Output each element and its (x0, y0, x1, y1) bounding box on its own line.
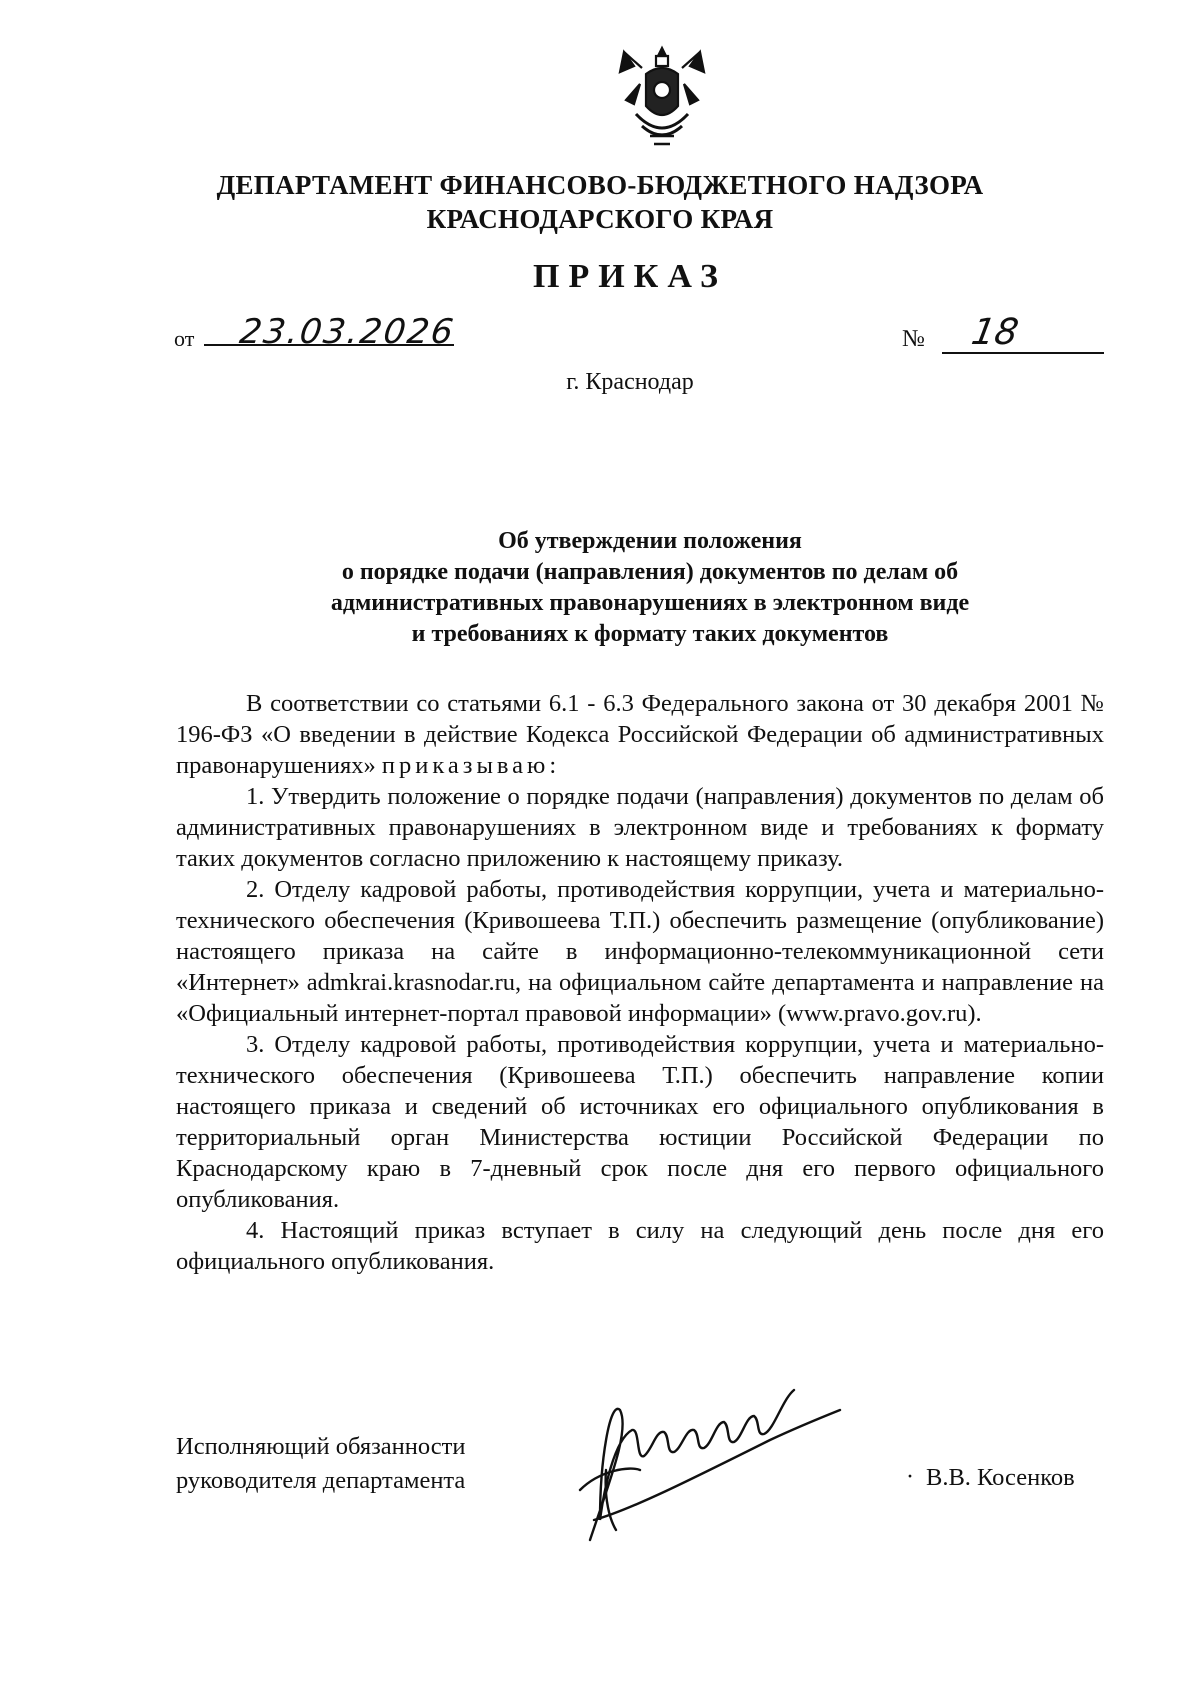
order-item-1: 1. Утвердить положение о порядке подачи (направления) документов по делам об административных правонарушениях в электронном виде и требованиях к формату таких документов согласно приложению к настоящему приказу. (176, 783, 1104, 872)
department-name (120, 168, 1080, 236)
order-number: 18 (968, 312, 1022, 353)
signer-position (176, 1430, 465, 1498)
coat-of-arms-icon (612, 44, 712, 154)
order-item-2: 2. Отделу кадровой работы, противодействия коррупции, учета и материально-технического обеспечения (Кривошеева Т.П.) обеспечить размещение (опубликование) настоящего приказа на сайте в информационно-телекоммуникационной сети «Интернет» admkrai.krasnodar.ru, на официальном сайте департамента и направление на «Официальный интернет-портал правовой информации» (www.pravo.gov.ru). (176, 876, 1104, 1027)
subject-line-1: Об утверждении положения (498, 528, 802, 554)
preamble-paragraph (176, 688, 1104, 781)
subject-line-3: административных правонарушениях в электронном виде (330, 590, 970, 616)
number-underline (942, 352, 1104, 354)
document-type-title: ПРИКАЗ (533, 258, 727, 295)
signer-position-line-2: руководителя департамента (176, 1467, 466, 1494)
signer-position-line-1: Исполняющий обязанности (176, 1433, 466, 1460)
order-subject (240, 526, 1060, 650)
order-item-3: 3. Отделу кадровой работы, противодействия коррупции, учета и материально-технического обеспечения (Кривошеева Т.П.) обеспечить направление копии настоящего приказа и сведений об источниках его официального опубликования в территориальный орган Министерства юстиции Российской Федерации по Краснодарскому краю в 7-дневный срок после дня его первого официального опубликования. (176, 1031, 1104, 1213)
department-line-2: КРАСНОДАРСКОГО КРАЯ (426, 204, 774, 234)
number-prefix: № (902, 326, 925, 352)
separator-dot: · (906, 1464, 914, 1490)
subject-line-2: о порядке подачи (направления) документов по делам об (341, 559, 959, 585)
department-line-1: ДЕПАРТАМЕНТ ФИНАНСОВО-БЮДЖЕТНОГО НАДЗОРА (216, 170, 984, 200)
order-body (176, 688, 1104, 1277)
subject-line-4: и требованиях к формату таких документов (411, 621, 889, 647)
preamble-text: В соответствии со статьями 6.1 - 6.3 Федерального закона от 30 декабря 2001 № 196-ФЗ «О введении в действие Кодекса Российской Федерации об административных правонарушениях» (176, 690, 1104, 779)
signer-name: В.В. Косенков (926, 1464, 1075, 1491)
date-prefix: от (174, 326, 195, 351)
preamble-verb: приказываю: (381, 752, 561, 779)
order-item-4: 4. Настоящий приказ вступает в силу на следующий день после дня его официального опубликования. (176, 1217, 1104, 1275)
order-date: 23.03.2026 (237, 312, 458, 352)
issue-city: г. Краснодар (566, 369, 694, 395)
handwritten-signature (570, 1370, 850, 1550)
